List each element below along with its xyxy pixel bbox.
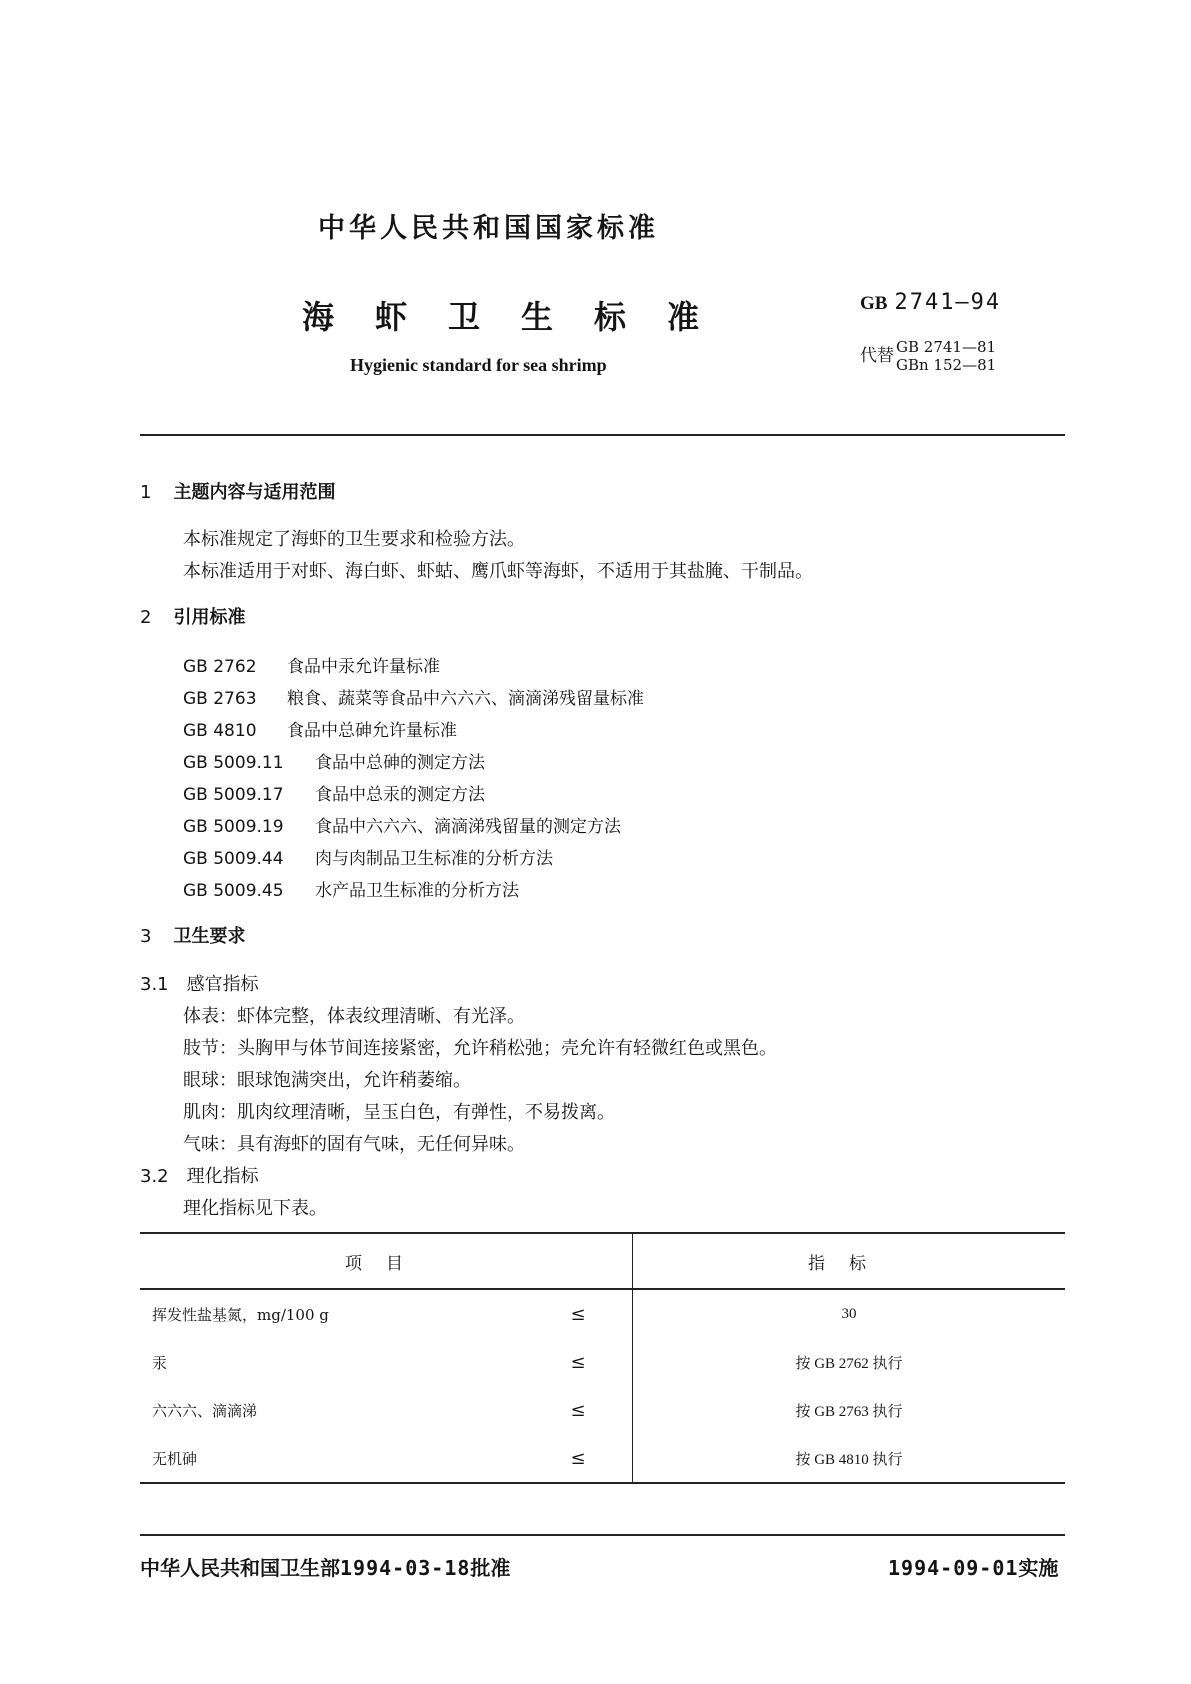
section-3-heading: [140, 922, 245, 948]
effective-date: 1994-09-01: [888, 1556, 1019, 1580]
row-value: 按 GB 2762 执行: [795, 1355, 903, 1372]
reference-title: 食品中总砷允许量标准: [287, 721, 457, 741]
reference-title: 粮食、蔬菜等食品中六六六、滴滴涕残留量标准: [287, 689, 644, 709]
row-item: 汞: [152, 1353, 168, 1372]
sensory-item: 体表：虾体完整，体表纹理清晰、有光泽。: [183, 1006, 525, 1027]
reference-item: [183, 748, 485, 773]
paragraph: 本标准适用于对虾、海白虾、虾蛄、鹰爪虾等海虾，不适用于其盐腌、干制品。: [183, 561, 813, 582]
column-header-item: 项目: [140, 1233, 633, 1289]
reference-item: [183, 812, 621, 837]
table-row: [140, 1338, 1065, 1386]
standard-code: 2741—94: [894, 290, 1002, 315]
reference-code: GB 5009.11: [183, 753, 284, 773]
reference-code: GB 5009.17: [183, 785, 284, 805]
reference-item: [183, 716, 457, 741]
row-operator: ≤: [563, 1386, 633, 1434]
header-divider: [140, 434, 1065, 436]
reference-title: 食品中汞允许量标准: [287, 657, 440, 677]
standard-prefix: GB: [860, 293, 888, 314]
reference-code: GB 4810: [183, 721, 257, 741]
reference-code: GB 5009.45: [183, 881, 284, 901]
document-title-en: Hygienic standard for sea shrimp: [350, 355, 607, 375]
paragraph: 本标准规定了海虾的卫生要求和检验方法。: [183, 529, 525, 550]
section-number: 1: [140, 482, 152, 503]
reference-code: GB 5009.44: [183, 849, 284, 869]
section-title: 引用标准: [173, 607, 246, 628]
reference-code: GB 2763: [183, 689, 257, 709]
table-row: [140, 1386, 1065, 1434]
row-value: 30: [841, 1305, 857, 1322]
reference-item: [183, 684, 644, 709]
row-value: 按 GB 4810 执行: [633, 1434, 1066, 1483]
approval-label: 批准: [470, 1556, 511, 1580]
replaces-label: 代替: [860, 346, 894, 366]
section-2-heading: [140, 603, 245, 629]
subsection-3-1-heading: [140, 970, 259, 996]
table-row: [140, 1289, 1065, 1338]
issuer: 中华人民共和国卫生部: [140, 1556, 340, 1580]
reference-item: [183, 876, 519, 901]
effective-label: 实施: [1018, 1556, 1059, 1580]
physicochemical-table: [140, 1232, 1065, 1484]
subsection-3-2-heading: [140, 1162, 259, 1188]
sensory-item: 肢节：头胸甲与体节间连接紧密，允许稍松弛；壳允许有轻微红色或黑色。: [183, 1038, 777, 1059]
section-number: 2: [140, 607, 152, 628]
subsection-number: 3.2: [140, 1166, 169, 1187]
reference-title: 肉与肉制品卫生标准的分析方法: [315, 849, 553, 869]
subsection-number: 3.1: [140, 974, 169, 995]
row-operator: ≤: [563, 1434, 633, 1483]
table-header-row: [140, 1233, 1065, 1289]
row-operator: ≤: [563, 1289, 633, 1338]
row-item: 无机砷: [140, 1434, 563, 1483]
subsection-title: 理化指标: [186, 1166, 259, 1187]
row-value: 按 GB 2763 执行: [795, 1403, 903, 1420]
column-header-value: 指标: [633, 1233, 1066, 1289]
section-title: 主题内容与适用范围: [173, 482, 336, 503]
sensory-item: 气味：具有海虾的固有气味，无任何异味。: [183, 1134, 525, 1155]
subsection-title: 感官指标: [186, 974, 259, 995]
national-standard-header: 中华人民共和国国家标准: [318, 213, 659, 244]
row-item: 挥发性盐基氮，mg/100 g: [152, 1305, 329, 1324]
replaced-standard: GBn 152—81: [896, 356, 997, 374]
reference-title: 食品中总汞的测定方法: [315, 785, 485, 805]
effective-line: [888, 1552, 1058, 1581]
reference-title: 食品中六六六、滴滴涕残留量的测定方法: [315, 817, 621, 837]
section-1-heading: [140, 478, 335, 504]
reference-item: [183, 780, 485, 805]
section-number: 3: [140, 926, 152, 947]
reference-title: 食品中总砷的测定方法: [315, 753, 485, 773]
standard-number: [860, 290, 1001, 315]
reference-item: [183, 652, 440, 677]
row-item: 六六六、滴滴涕: [152, 1401, 258, 1420]
table-intro: 理化指标见下表。: [183, 1198, 327, 1219]
document-title: 海虾卫生标准: [302, 298, 741, 336]
reference-title: 水产品卫生标准的分析方法: [315, 881, 519, 901]
row-operator: ≤: [563, 1338, 633, 1386]
reference-code: GB 2762: [183, 657, 257, 677]
footer-divider: [140, 1534, 1065, 1536]
reference-item: [183, 844, 553, 869]
table-row: [140, 1434, 1065, 1483]
replaces-codes: [896, 338, 996, 374]
sensory-item: 肌肉：肌肉纹理清晰，呈玉白色，有弹性，不易拨离。: [183, 1102, 615, 1123]
replaced-standard: GB 2741—81: [896, 338, 997, 356]
reference-code: GB 5009.19: [183, 817, 284, 837]
approval-line: [140, 1552, 510, 1581]
section-title: 卫生要求: [173, 926, 246, 947]
sensory-item: 眼球：眼球饱满突出，允许稍萎缩。: [183, 1070, 471, 1091]
approval-date: 1994-03-18: [340, 1556, 471, 1580]
